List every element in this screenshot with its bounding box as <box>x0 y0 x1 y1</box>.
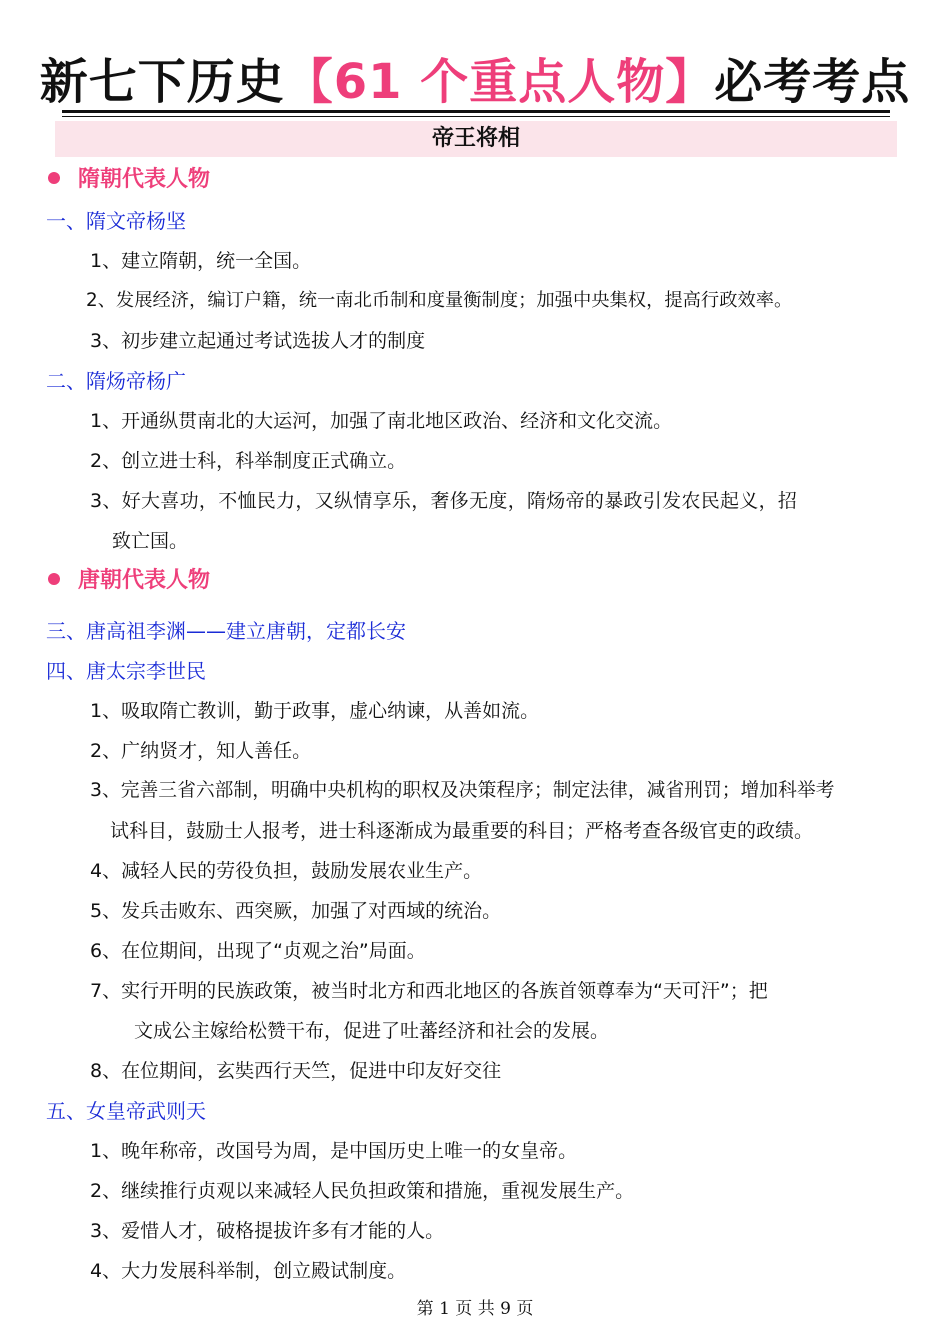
title-prefix: 新七下历史 <box>39 54 285 110</box>
list-item: 3、爱惜人才，破格提拔许多有才能的人。 <box>90 1220 445 1242</box>
title-suffix: 必考考点 <box>714 54 911 110</box>
list-item: 3、好大喜功，不恤民力，又纵情享乐，奢侈无度，隋炀帝的暴政引发农民起义，招 <box>90 490 798 512</box>
heading-tang-wuzetian: 五、女皇帝武则天 <box>46 1099 206 1123</box>
list-item: 1、吸取隋亡教训，勤于政事，虚心纳谏，从善如流。 <box>90 700 540 722</box>
bullet-dot-icon <box>48 172 60 184</box>
section-sui <box>48 165 210 195</box>
list-item: 8、在位期间，玄奘西行天竺，促进中印友好交往 <box>90 1060 502 1082</box>
list-item: 2、创立进士科，科举制度正式确立。 <box>90 450 407 472</box>
page-footer: 第 1 页 共 9 页 <box>416 1299 534 1319</box>
list-item: 4、减轻人民的劳役负担，鼓励发展农业生产。 <box>90 860 483 882</box>
list-item: 1、建立隋朝，统一全国。 <box>90 250 312 272</box>
category-band: 帝王将相 <box>55 121 897 157</box>
section-label: 唐朝代表人物 <box>78 568 211 593</box>
heading-tang-gaozu: 三、唐高祖李渊——建立唐朝，定都长安 <box>46 619 406 643</box>
heading-sui-wendi: 一、隋文帝杨坚 <box>46 209 186 233</box>
list-item: 6、在位期间，出现了“贞观之治”局面。 <box>90 940 426 962</box>
list-item-continuation: 文成公主嫁给松赞干布，促进了吐蕃经济和社会的发展。 <box>134 1020 610 1042</box>
list-item: 1、晚年称帝，改国号为周，是中国历史上唯一的女皇帝。 <box>90 1140 578 1162</box>
section-label: 隋朝代表人物 <box>78 167 211 192</box>
section-tang <box>48 566 210 596</box>
title-underline-thick <box>62 110 890 113</box>
list-item: 2、发展经济，编订户籍，统一南北币制和度量衡制度；加强中央集权，提高行政效率。 <box>86 290 793 311</box>
page-title <box>0 52 950 112</box>
list-item: 1、开通纵贯南北的大运河，加强了南北地区政治、经济和文化交流。 <box>90 410 673 432</box>
list-item-continuation: 试科目，鼓励士人报考，进士科逐渐成为最重要的科目；严格考查各级官吏的政绩。 <box>110 820 814 842</box>
list-item: 2、广纳贤才，知人善任。 <box>90 740 312 762</box>
bullet-dot-icon <box>48 573 60 585</box>
title-highlight: 【61 个重点人物】 <box>284 54 715 110</box>
list-item: 4、大力发展科举制，创立殿试制度。 <box>90 1260 407 1282</box>
list-item: 3、完善三省六部制，明确中央机构的职权及决策程序；制定法律，减省刑罚；增加科举考 <box>90 780 835 801</box>
title-underline-thin <box>62 116 890 117</box>
list-item: 7、实行开明的民族政策，被当时北方和西北地区的各族首领尊奉为“天可汗”；把 <box>90 980 768 1002</box>
list-item: 2、继续推行贞观以来减轻人民负担政策和措施，重视发展生产。 <box>90 1180 635 1202</box>
heading-sui-yangdi: 二、隋炀帝杨广 <box>46 369 186 393</box>
list-item: 5、发兵击败东、西突厥，加强了对西域的统治。 <box>90 900 502 922</box>
list-item: 3、初步建立起通过考试选拔人才的制度 <box>90 330 426 352</box>
list-item-continuation: 致亡国。 <box>112 530 189 552</box>
heading-tang-taizong: 四、唐太宗李世民 <box>46 659 206 683</box>
